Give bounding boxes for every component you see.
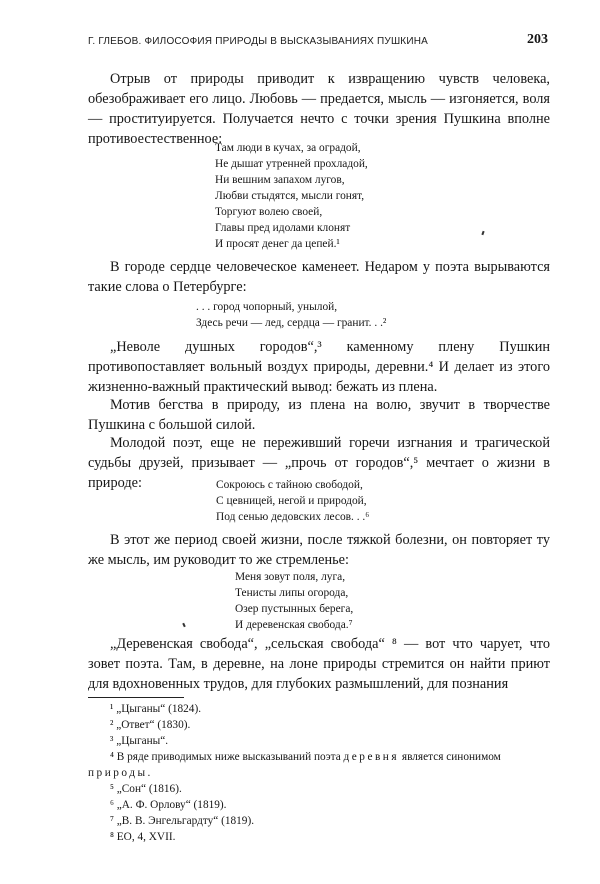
scan-speck bbox=[182, 623, 186, 627]
footnote-text: ⁴ В ряде приводимых ниже высказываний поэта bbox=[110, 751, 341, 763]
footnote-text: ¹ „Цыганы“ (1824). bbox=[110, 703, 202, 715]
verse-line: Меня зовут поля, луга, bbox=[235, 571, 346, 583]
verse-line: Под сенью дедовских лесов. . .⁶ bbox=[216, 511, 370, 523]
footnote-divider bbox=[88, 697, 184, 698]
verse-block-1 bbox=[215, 140, 368, 252]
page-number: 203 bbox=[527, 32, 548, 47]
footnote-text: ⁷ „В. В. Энгельгардту“ (1819). bbox=[110, 815, 255, 827]
footnote-5 bbox=[88, 782, 550, 798]
verse-line: Сокроюсь с тайною свободой, bbox=[216, 479, 363, 491]
verse-line: И просят денег да цепей.¹ bbox=[215, 238, 340, 250]
paragraph-2: В городе сердце человеческое каменеет. Недаром у поэта вырываются такие слова о Петербурге: bbox=[88, 259, 550, 295]
running-header: Г. ГЛЕБОВ. ФИЛОСОФИЯ ПРИРОДЫ В ВЫСКАЗЫВАНИЯХ ПУШКИНА bbox=[88, 36, 429, 47]
paragraph-5: Молодой поэт, еще не переживший горечи изгнания и трагической судьбы друзей, призывает — „прочь от городов“,⁵ мечтает о жизни в природе: bbox=[88, 435, 550, 491]
verse-line: Любви стыдятся, мысли гонят, bbox=[215, 190, 365, 202]
paragraph-6: В этот же период своей жизни, после тяжкой болезни, он повторяет ту же мысль, им руководит то же стремленье: bbox=[88, 532, 550, 568]
verse-line: Не дышат утренней прохладой, bbox=[215, 158, 368, 170]
verse-line: Тенисты липы огорода, bbox=[235, 587, 349, 599]
verse-line: Там люди в кучах, за оградой, bbox=[215, 142, 361, 154]
verse-line: Здесь речи — лед, сердца — гранит. . .² bbox=[196, 317, 387, 329]
verse-line: Главы пред идолами клонят bbox=[215, 222, 351, 234]
verse-block-3 bbox=[216, 477, 369, 525]
footnote-text: ³ „Цыганы“. bbox=[110, 735, 169, 747]
paragraph-7: „Деревенская свобода“, „сельская свобода“ ⁸ — вот что чарует, что зовет поэта. Там, в деревне, на лоне природы стремится он найти приют для вдохновенных трудов, для глубоких размышлений, для познания bbox=[88, 636, 550, 692]
footnote-4 bbox=[88, 750, 550, 766]
footnote-4-continued: природы. bbox=[88, 767, 153, 779]
paragraph-1: Отрыв от природы приводит к извращению чувств человека, обезображивает его лицо. Любовь — предается, мысль — изгоняется, воля — проституируется. Получается нечто с точки зрения Пушкина вполне противоестественное: bbox=[88, 71, 550, 147]
paragraph-3: „Неволе душных городов“,³ каменному плену Пушкин противопоставляет вольный воздух природы, деревни.⁴ И делает из этого жизненно-важный практический вывод: бежать из плена. bbox=[88, 339, 550, 395]
footnote-text: ⁶ „А. Ф. Орлову“ (1819). bbox=[110, 799, 227, 811]
verse-line: И деревенская свобода.⁷ bbox=[235, 619, 353, 631]
footnote-7 bbox=[88, 814, 550, 830]
verse-line: Ни вешним запахом лугов, bbox=[215, 174, 345, 186]
verse-line: . . . город чопорный, унылой, bbox=[196, 301, 338, 313]
verse-line: Озер пустынных берега, bbox=[235, 603, 354, 615]
footnote-2 bbox=[88, 718, 550, 734]
footnote-3 bbox=[88, 734, 550, 750]
footnote-text: ² „Ответ“ (1830). bbox=[110, 719, 191, 731]
footnote-1 bbox=[88, 702, 550, 718]
verse-block-4 bbox=[235, 569, 353, 633]
footnote-text: ⁸ ЕО, 4, XVII. bbox=[110, 831, 176, 843]
footnote-emphasis: деревня bbox=[343, 751, 400, 763]
verse-line: С цевницей, негой и природой, bbox=[216, 495, 367, 507]
footnote-text: ⁵ „Сон“ (1816). bbox=[110, 783, 182, 795]
footnote-8 bbox=[88, 830, 550, 846]
scan-speck bbox=[481, 231, 484, 235]
verse-block-2 bbox=[196, 299, 386, 331]
verse-line: Торгуют волею своей, bbox=[215, 206, 323, 218]
footnote-6 bbox=[88, 798, 550, 814]
paragraph-4: Мотив бегства в природу, из плена на волю, звучит в творчестве Пушкина с большой силой. bbox=[88, 397, 550, 433]
footnote-text: является синонимом bbox=[401, 751, 501, 763]
